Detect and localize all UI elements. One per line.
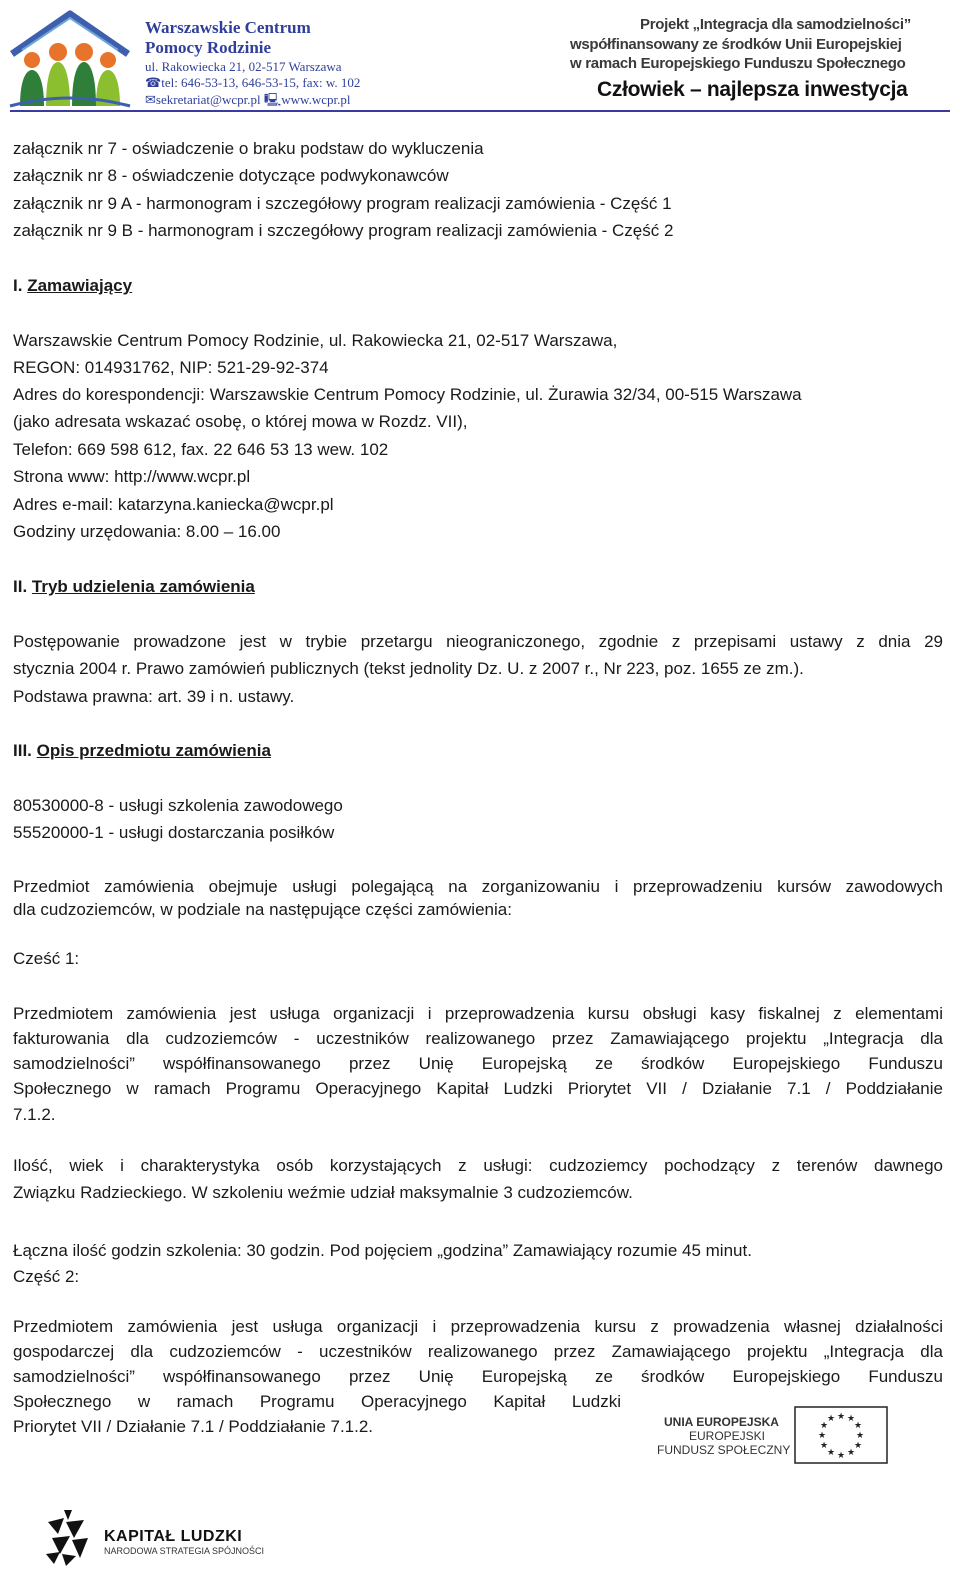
org-tel: tel: 646-53-13, 646-53-15, fax: w. 102 xyxy=(161,75,361,90)
org-name-line2: Pomocy Rodzinie xyxy=(145,38,272,57)
eu-label-line2: EUROPEJSKI xyxy=(689,1429,766,1443)
part2-text: samodzielności” współfinansowanego przez Unię Europejską ze środków Europejskiego Funduszu xyxy=(13,1367,943,1386)
contact-line: Godziny urzędowania: 8.00 – 16.00 xyxy=(13,522,281,541)
svg-text:★: ★ xyxy=(853,1441,863,1451)
svg-text:★: ★ xyxy=(817,1431,827,1441)
svg-text:★: ★ xyxy=(819,1441,829,1451)
section-number: II. xyxy=(13,577,28,596)
contact-line: Adres do korespondencji: Warszawskie Centrum Pomocy Rodzinie, ul. Żurawia 32/34, 00-515 Warszawa xyxy=(13,385,802,404)
eu-flag-icon xyxy=(794,1406,888,1464)
section-title: Zamawiający xyxy=(27,276,133,295)
svg-text:★: ★ xyxy=(853,1421,863,1431)
svg-text:★: ★ xyxy=(826,1414,836,1424)
svg-text:★: ★ xyxy=(836,1451,846,1461)
section-number: III. xyxy=(13,741,32,760)
org-tel-line xyxy=(145,75,360,91)
house-logo-icon xyxy=(8,10,132,108)
cpv-code: 55520000-1 - usługi dostarczania posiłków xyxy=(13,823,335,842)
project-line1: Projekt „Integracja dla samodzielności” xyxy=(640,16,911,33)
org-www[interactable]: www.wcpr.pl xyxy=(281,92,351,107)
attachment-item: załącznik nr 7 - oświadczenie o braku podstaw do wykluczenia xyxy=(13,139,484,158)
part1-text: Przedmiotem zamówienia jest usługa organizacji i przeprowadzenia kursu obsługi kasy fiskalnej z elementami xyxy=(13,1004,943,1023)
org-name-line1: Warszawskie Centrum xyxy=(145,18,311,37)
intro-line: Przedmiot zamówienia obejmuje usługi polegającą na zorganizowaniu i przeprowadzeniu kursów zawodowych xyxy=(13,877,943,896)
kl-label-line1: KAPITAŁ LUDZKI xyxy=(104,1528,243,1545)
legal-basis: Podstawa prawna: art. 39 i n. ustawy. xyxy=(13,687,295,706)
persons-text: Ilość, wiek i charakterystyka osób korzystających z usługi: cudzoziemcy pochodzący z terenów dawnego xyxy=(13,1156,943,1175)
kl-label-line2: NARODOWA STRATEGIA SPÓJNOŚCI xyxy=(104,1546,265,1556)
attachment-item: załącznik nr 9 B - harmonogram i szczegółowy program realizacji zamówienia - Część 2 xyxy=(13,221,674,240)
part1-text: fakturowania dla cudzoziemców - uczestników realizowanego przez Zamawiającego projektu „Integracja dla xyxy=(13,1029,943,1048)
contact-line: (jako adresata wskazać osobę, o której mowa w Rozdz. VII), xyxy=(13,412,468,431)
procedure-line: stycznia 2004 r. Prawo zamówień publicznych (tekst jednolity Dz. U. z 2007 r., Nr 223, poz. 1655 ze zm.). xyxy=(13,659,804,678)
svg-text:★: ★ xyxy=(826,1448,836,1458)
part2-text: Społecznego w ramach Programu Operacyjnego Kapitał Ludzki xyxy=(13,1392,621,1411)
header-divider xyxy=(10,110,950,112)
section-heading-3 xyxy=(13,740,271,762)
section-number: I. xyxy=(13,276,23,295)
part2-text: Priorytet VII / Działanie 7.1 / Poddziałanie 7.1.2. xyxy=(13,1417,374,1436)
part2-text: Przedmiotem zamówienia jest usługa organizacji i przeprowadzenia kursu z prowadzenia własnej działalności xyxy=(13,1317,943,1336)
envelope-icon: ✉ xyxy=(145,92,156,107)
org-email[interactable]: sekretariat@wcpr.pl xyxy=(155,92,261,107)
part1-text: samodzielności” współfinansowanego przez Unię Europejską ze środków Europejskiego Funduszu xyxy=(13,1054,943,1073)
contact-line: REGON: 014931762, NIP: 521-29-92-374 xyxy=(13,358,329,377)
procedure-line: Postępowanie prowadzone jest w trybie przetargu nieograniczonego, zgodnie z przepisami ustawy z dnia 29 xyxy=(13,632,943,651)
project-line2: współfinansowany ze środków Unii Europejskiej xyxy=(570,36,902,53)
section-heading-2 xyxy=(13,576,255,598)
part1-text: Społecznego w ramach Programu Operacyjnego Kapitał Ludzki Priorytet VII / Działanie 7.1 / Poddziałanie xyxy=(13,1079,943,1098)
attachment-item: załącznik nr 8 - oświadczenie dotyczące podwykonawców xyxy=(13,166,449,185)
project-line3: w ramach Europejskiego Funduszu Społecznego xyxy=(570,55,906,72)
attachment-item: załącznik nr 9 A - harmonogram i szczegółowy program realizacji zamówienia - Część 1 xyxy=(13,194,672,213)
part-label: Część 2: xyxy=(13,1267,80,1286)
svg-text:★: ★ xyxy=(846,1448,856,1458)
svg-text:★: ★ xyxy=(836,1412,846,1422)
part-label: Cześć 1: xyxy=(13,949,80,968)
svg-text:★: ★ xyxy=(819,1421,829,1431)
contact-line: Telefon: 669 598 612, fax. 22 646 53 13 wew. 102 xyxy=(13,440,389,459)
section-title: Opis przedmiotu zamówienia xyxy=(36,741,271,760)
persons-text: Związku Radzieckiego. W szkoleniu weźmie udział maksymalnie 3 cudzoziemców. xyxy=(13,1183,633,1202)
org-address: ul. Rakowiecka 21, 02-517 Warszawa xyxy=(145,59,342,74)
section-heading-1 xyxy=(13,275,132,297)
part2-text: gospodarczej dla cudzoziemców - uczestników realizowanego przez Zamawiającego projektu „Integracja dla xyxy=(13,1342,943,1361)
slogan: Człowiek – najlepsza inwestycja xyxy=(597,78,908,101)
computer-icon: 🖳 xyxy=(263,92,282,107)
phone-icon: ☎ xyxy=(145,75,162,90)
intro-line: dla cudzoziemców, w podziale na następujące części zamówienia: xyxy=(13,900,512,919)
kapital-ludzki-logo-icon xyxy=(44,1508,92,1566)
svg-text:★: ★ xyxy=(846,1414,856,1424)
hours-text: Łączna ilość godzin szkolenia: 30 godzin. Pod pojęciem „godzina” Zamawiający rozumie 45 minut. xyxy=(13,1241,752,1260)
cpv-code: 80530000-8 - usługi szkolenia zawodowego xyxy=(13,796,343,815)
section-title: Tryb udzielenia zamówienia xyxy=(31,577,255,596)
contact-line: Adres e-mail: katarzyna.kaniecka@wcpr.pl xyxy=(13,495,334,514)
part1-text: 7.1.2. xyxy=(13,1105,56,1124)
svg-text:★: ★ xyxy=(855,1431,865,1441)
contact-line: Strona www: http://www.wcpr.pl xyxy=(13,467,251,486)
eu-label-line3: FUNDUSZ SPOŁECZNY xyxy=(657,1443,791,1457)
eu-label-line1: UNIA EUROPEJSKA xyxy=(664,1415,779,1429)
contact-line: Warszawskie Centrum Pomocy Rodzinie, ul. Rakowiecka 21, 02-517 Warszawa, xyxy=(13,331,618,350)
